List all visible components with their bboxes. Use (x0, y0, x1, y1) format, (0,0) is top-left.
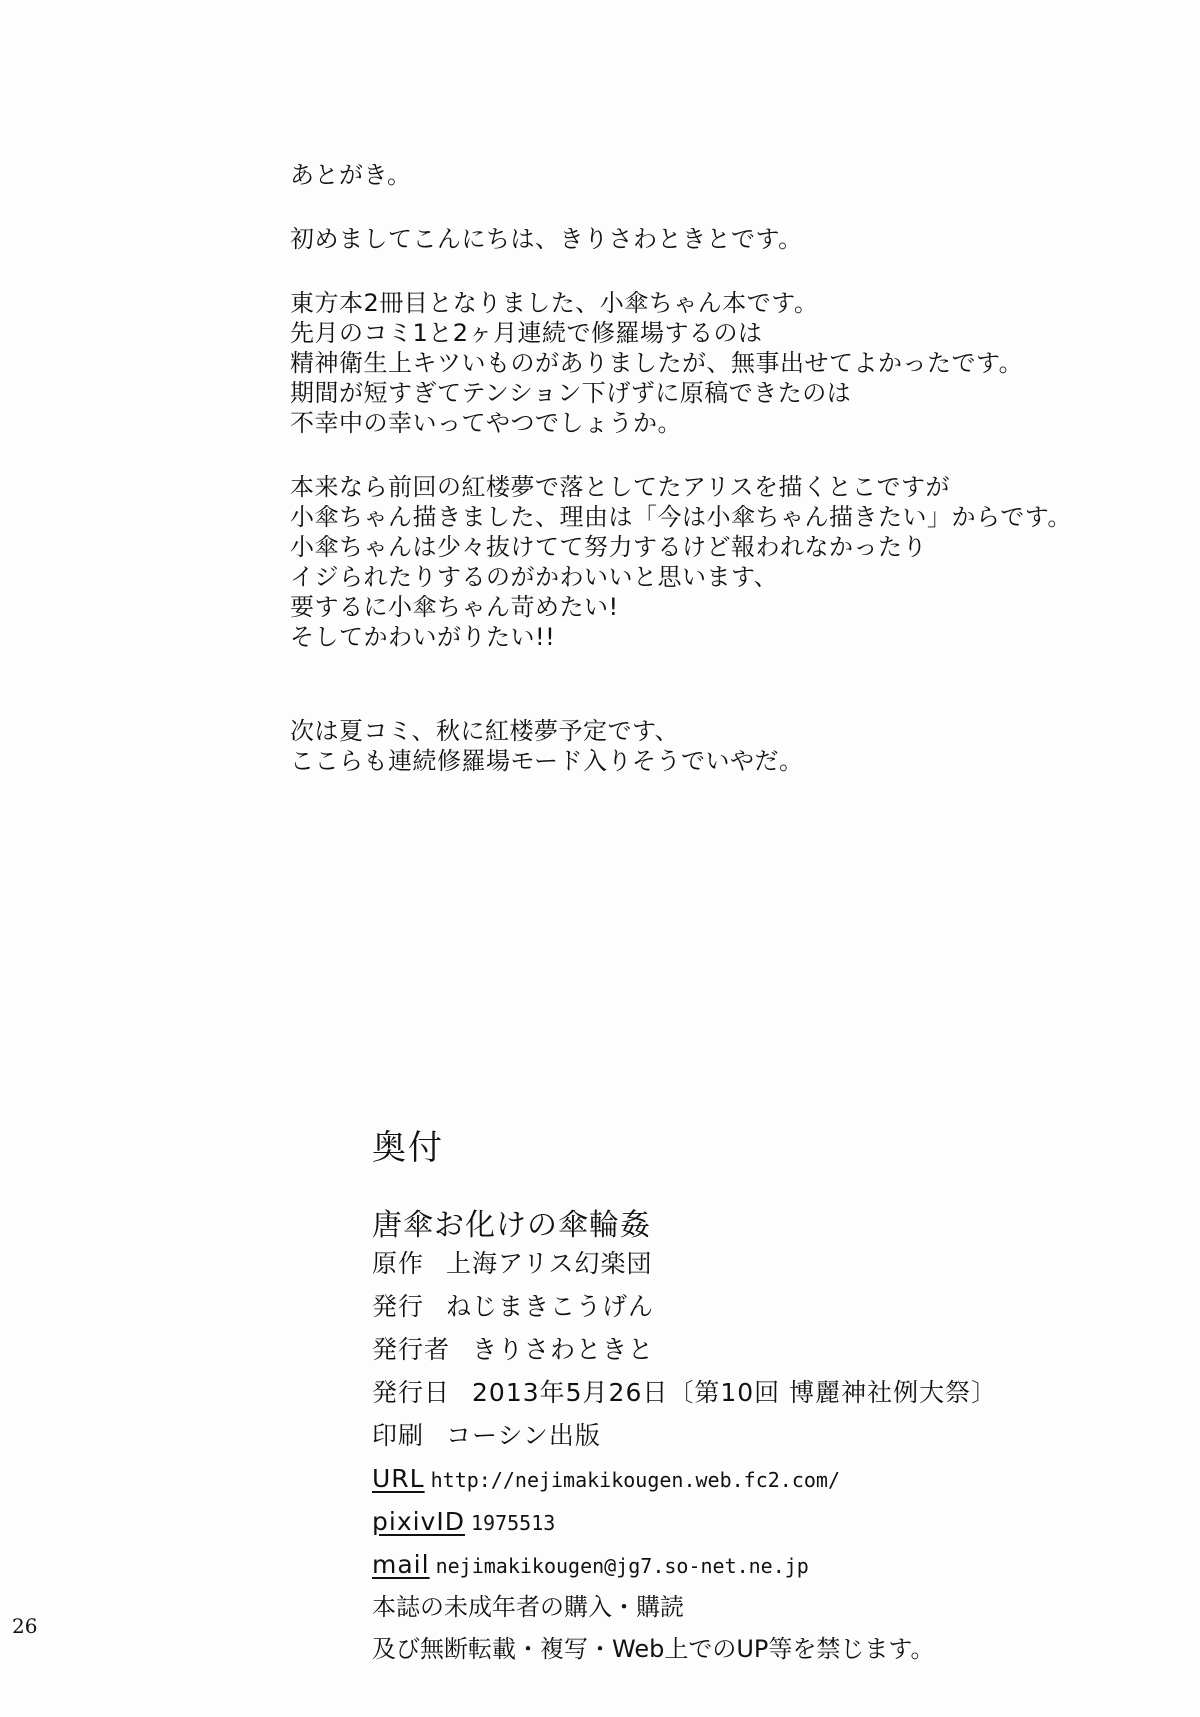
afterword-line: ここらも連続修羅場モード入りそうでいやだ。 (290, 747, 804, 775)
mail-link[interactable]: nejimakikougen@jg7.so-net.ne.jp (435, 1554, 809, 1578)
notice-line-1: 本誌の未成年者の購入・購読 (372, 1593, 684, 1621)
colophon-heading: 奥付 (372, 1128, 444, 1168)
issuer-value: きりさわときと (472, 1335, 655, 1364)
date-value: 2013年5月26日〔第10回 博麗神社例大祭〕 (472, 1378, 998, 1407)
afterword-line: 先月のコミ1と2ヶ月連続で修羅場するのは (290, 319, 763, 347)
publisher-row (372, 1291, 1132, 1322)
afterword-line: そしてかわいがりたい!! (290, 623, 556, 651)
url-row (372, 1463, 1132, 1494)
afterword-line: 小傘ちゃんは少々抜けてて努力するけど報われなかったり (290, 533, 927, 561)
afterword-section (290, 160, 1072, 776)
date-row (372, 1377, 1132, 1408)
book-title: 唐傘お化けの傘輪姦 (372, 1208, 651, 1243)
url-link[interactable]: http://nejimakikougen.web.fc2.com/ (430, 1468, 841, 1492)
afterword-line: 東方本2冊目となりました、小傘ちゃん本です。 (290, 289, 819, 317)
pixiv-id-value: 1975513 (470, 1511, 556, 1535)
original-work-row (372, 1248, 1132, 1279)
afterword-line: 本来なら前回の紅楼夢で落としてたアリスを描くとこですが (290, 473, 951, 501)
publisher-label: 発行 (372, 1292, 425, 1321)
pixiv-row (372, 1506, 1132, 1537)
pixiv-label: pixivID (372, 1507, 465, 1536)
afterword-heading: あとがき。 (290, 161, 412, 189)
mail-row (372, 1549, 1132, 1580)
afterword-line: 要するに小傘ちゃん苛めたい! (290, 593, 619, 621)
issuer-row (372, 1334, 1132, 1365)
printer-value: コーシン出版 (446, 1421, 601, 1450)
url-label: URL (372, 1464, 425, 1493)
original-work-label: 原作 (372, 1249, 425, 1278)
page-number: 26 (12, 1614, 38, 1638)
original-work-value: 上海アリス幻楽団 (446, 1249, 653, 1278)
afterword-line: 次は夏コミ、秋に紅楼夢予定です、 (290, 717, 680, 745)
date-label: 発行日 (372, 1378, 451, 1407)
afterword-line: 不幸中の幸いってやつでしょうか。 (290, 409, 682, 437)
publisher-value: ねじまきこうげん (446, 1292, 655, 1321)
issuer-label: 発行者 (372, 1335, 451, 1364)
printer-row (372, 1420, 1132, 1451)
afterword-greeting: 初めましてこんにちは、きりさわときとです。 (290, 225, 803, 253)
afterword-line: 小傘ちゃん描きました、理由は「今は小傘ちゃん描きたい」からです。 (290, 503, 1072, 531)
mail-label: mail (372, 1550, 430, 1579)
printer-label: 印刷 (372, 1421, 425, 1450)
afterword-line: イジられたりするのがかわいいと思います、 (290, 563, 779, 591)
afterword-line: 精神衛生上キツいものがありましたが、無事出せてよかったです。 (290, 349, 1024, 377)
notice-line-2: 及び無断転載・複写・Web上でのUP等を禁じます。 (372, 1635, 935, 1663)
colophon-section (372, 1128, 1132, 1676)
afterword-line: 期間が短すぎてテンション下げずに原稿できたのは (290, 379, 852, 407)
